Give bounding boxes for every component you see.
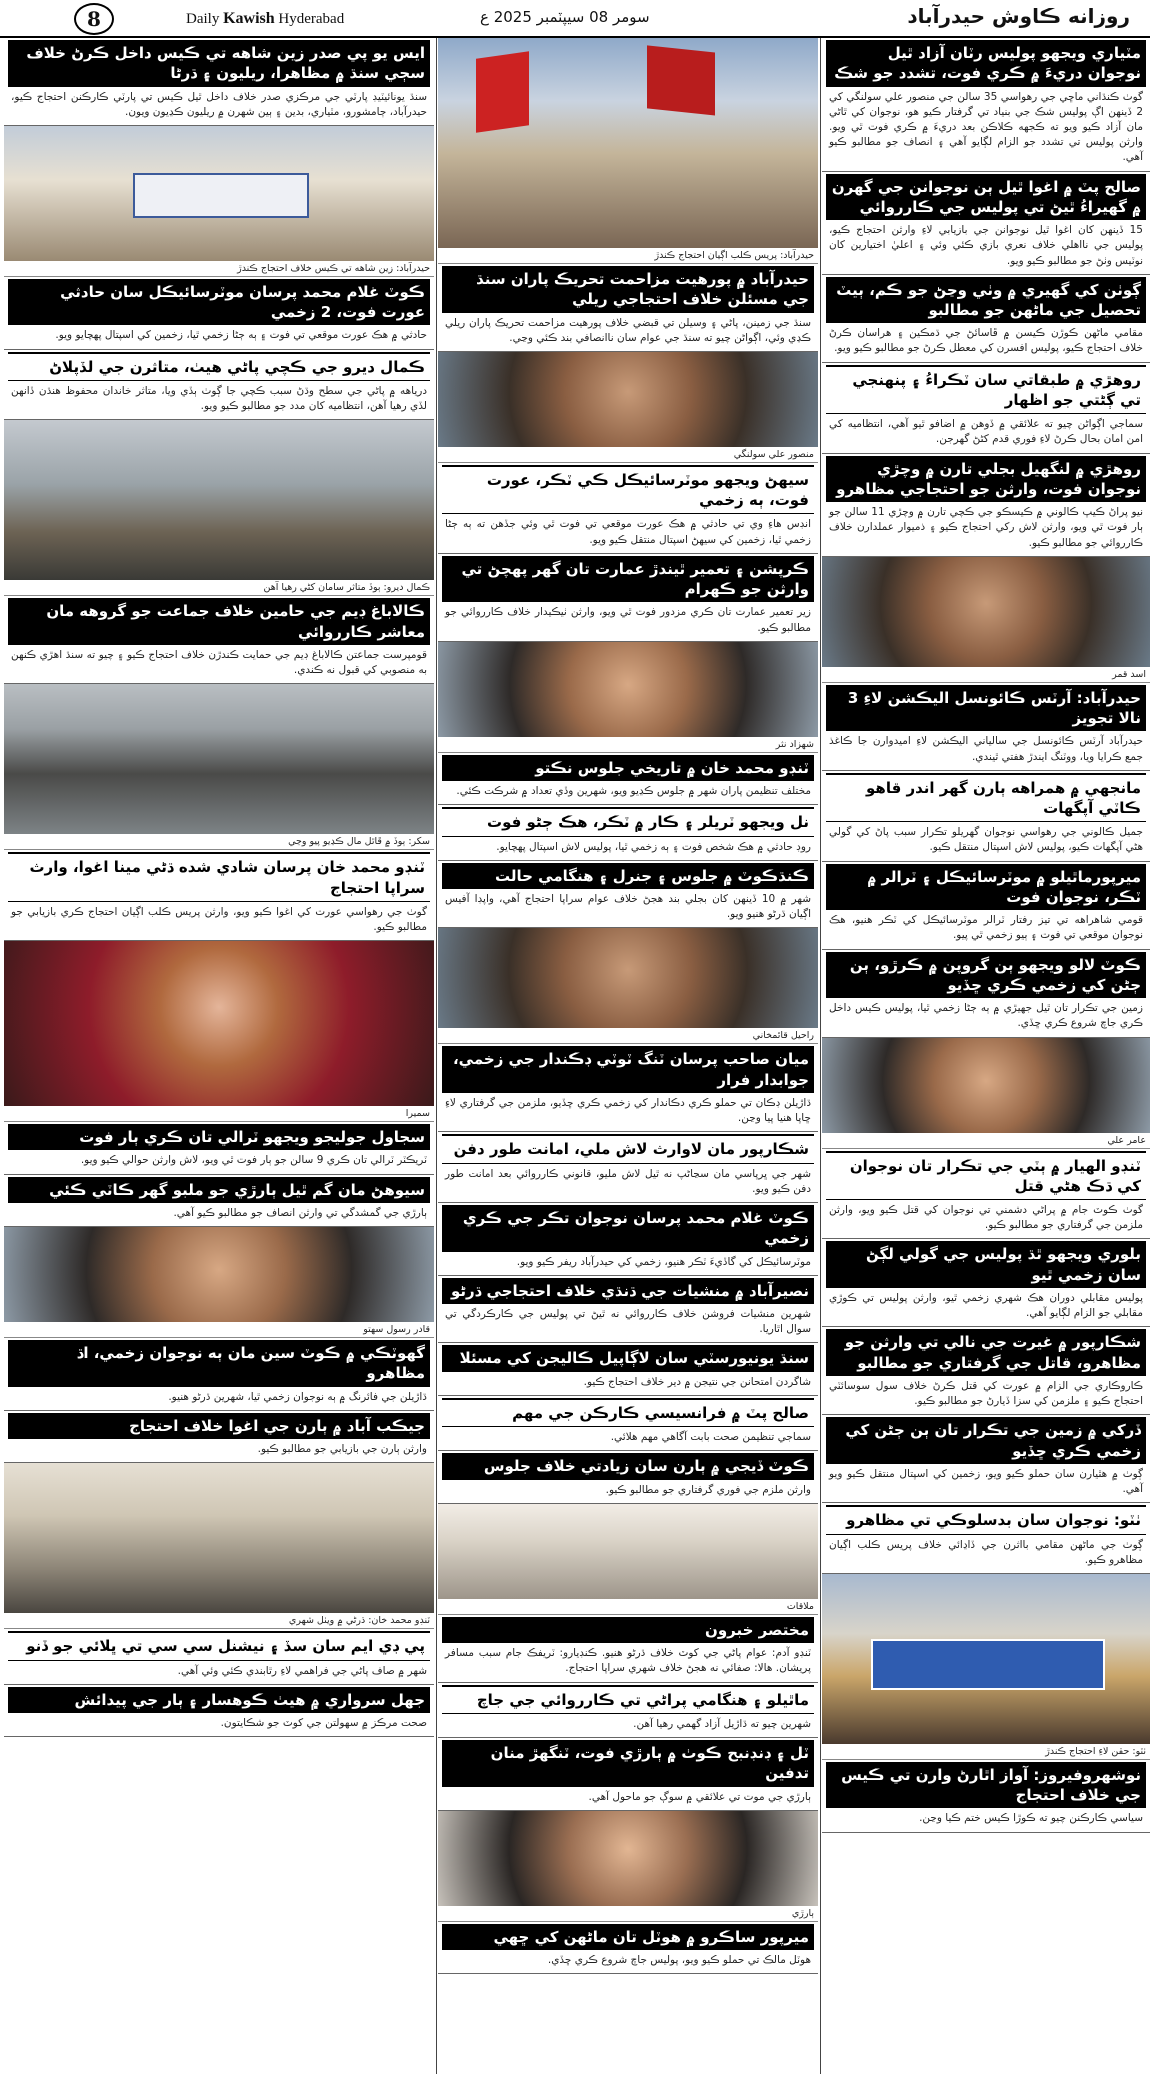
news-story xyxy=(822,1415,1150,1503)
column-right xyxy=(822,38,1150,2074)
news-story xyxy=(4,1685,434,1737)
photo-caption: ٺٽو: حقن لاءِ احتجاج ڪندڙ xyxy=(822,1744,1150,1760)
story-body: قومپرست جماعتن ڪالاباغ ڊيم جي حمايت ڪندڙن خلاف احتجاج ڪيو ۽ چيو ته سنڌ اهڙي ڪنهن به منصوبي کي قبول نه ڪندي. xyxy=(11,648,427,677)
column-middle xyxy=(438,38,818,2074)
news-story xyxy=(438,1203,818,1276)
story-body: قومي شاهراهه تي تيز رفتار ٽرالر موٽرسائيڪل کي ٽڪر هنيو، هڪ نوجوان موقعي تي فوت ۽ ٻيو زخمي ٿي پيو. xyxy=(829,914,1143,942)
news-story xyxy=(822,363,1150,454)
story-body: گوٺ ڪنڌاني ماڇي جي رهواسي 35 سالن جي منصور علي سولنگي کي 2 ڏينهن اڳ پوليس شڪ جي بنياد تي گرفتار ڪيو هو، نوجوان کي ٿاڻي مان آزاد ڪيو ويو ته ڪجهه ڪلاڪن بعد دريءَ ۾ ڪري فوت ٿي ويو. وارثن پوليس تي تشدد جو الزام لڳايو آهي ۽ انصاف جو مطالبو ڪيو آهي. xyxy=(829,90,1143,164)
headline: ڪرپشن ۽ تعمير ٿيندڙ عمارت تان گهر پهچڻ تي وارثن جو ڪهرام xyxy=(442,556,814,603)
story-body: شهرين چيو ته ڌاڙيل آزاد گهمي رهيا آهن. xyxy=(633,1717,811,1730)
story-body: وارثن ٻارن جي بازيابي جو مطالبو ڪيو. xyxy=(257,1443,427,1456)
news-story xyxy=(822,275,1150,363)
news-story xyxy=(822,1503,1150,1574)
story-body: ڪاروڪاري جي الزام ۾ عورت کي قتل ڪرڻ خلاف سول سوسائٽي احتجاج ڪيو ۽ ملزمن کي سزا ڏيارڻ جو مطالبو ڪيو. xyxy=(829,1379,1143,1408)
news-story xyxy=(4,1411,434,1463)
headline: ڪوٽ غلام محمد پرسان موٽرسائيڪل سان حادثي عورت فوت، 2 زخمي xyxy=(8,279,430,326)
headline: ٽنڊو محمد خان پرسان شادي شده ڌڻي مينا اغوا، وارث سراپا احتجاج xyxy=(8,852,430,902)
story-body: ٻارڙي جي گمشدگي تي وارثن انصاف جو مطالبو ڪيو آهي. xyxy=(173,1206,427,1219)
paper-city: Hyderabad xyxy=(278,11,345,27)
story-body: شهر جي ڀرپاسي مان سڃاڻپ نه ٿيل لاش مليو، قانوني ڪارروائي بعد امانت طور دفن ڪيو ويو. xyxy=(445,1167,811,1195)
headline: سنڌ يونيورسٽي سان لاڳاپيل ڪاليجن کي مسئلا xyxy=(442,1345,814,1371)
paper-name-sindhi: روزانه ڪاوش حيدرآباد xyxy=(907,4,1130,28)
news-story xyxy=(438,1132,818,1203)
news-story xyxy=(438,1738,818,1811)
news-story xyxy=(822,950,1150,1038)
headline: روهڙي ۾ طبقاتي سان ٽڪراءُ ۽ پنهنجي تي ڳڻتي جو اظهار xyxy=(826,365,1146,415)
news-story xyxy=(4,350,434,421)
photo-caption: سکر: ٻوڏ ۾ ڦاٿل مال ڪڍيو پيو وڃي xyxy=(4,834,434,850)
story-body: سماجي اڳواڻن چيو ته علائقي ۾ ڏوهن ۾ اضافو ٿيو آهي، انتظاميه کي امن امان بحال ڪرڻ لاءِ فوري قدم کڻڻ گهرجن. xyxy=(829,418,1143,446)
headline: جهل سرواري ۾ هيٺ ڪوهسار ۽ ٻار جي پيدائش xyxy=(8,1687,430,1713)
news-story xyxy=(4,277,434,350)
photo-caption: اسد قمر xyxy=(822,667,1150,683)
headline: ڪنڌڪوٽ ۾ جلوس ۽ جنرل ۽ هنگامي حالت xyxy=(442,863,814,889)
story-body: ٻارڙي جي موت تي علائقي ۾ سوڳ جو ماحول آهي. xyxy=(588,1790,811,1803)
news-story xyxy=(822,172,1150,275)
masthead xyxy=(0,0,1150,38)
column-divider xyxy=(820,38,821,2074)
story-body: زير تعمير عمارت تان ڪري مزدور فوت ٿي ويو، وارثن ٺيڪيدار خلاف ڪارروائي جو مطالبو ڪيو. xyxy=(445,606,811,634)
news-photo xyxy=(438,1504,818,1599)
news-story xyxy=(438,463,818,554)
news-photo xyxy=(822,1574,1150,1744)
news-story xyxy=(438,1276,818,1344)
paper-prefix: Daily xyxy=(186,11,220,27)
news-story xyxy=(822,1760,1150,1833)
headline: ڪمال ديرو جي ڪچي پاڻي هيٺ، متاثرن جي لڏپلاڻ xyxy=(8,352,430,381)
story-body: شاگردن امتحانن جي نتيجن ۾ دير خلاف احتجاج ڪيو. xyxy=(583,1375,811,1388)
news-photo xyxy=(822,1038,1150,1133)
story-body: سنڌ جي زمينن، پاڻي ۽ وسيلن تي قبضي خلاف پورهيت مزاحمت تحريڪ پاران ريلي ڪڍي وئي، اڳواڻن چيو ته سنڌ جي عوام سان ناانصافي بند ڪئي وڃي. xyxy=(445,316,811,344)
photo-caption: ٽنڊو محمد خان: ڌرڻي ۾ ويٺل شهري xyxy=(4,1613,434,1629)
headline: مختصر خبرون xyxy=(442,1617,814,1643)
headline: ٽل ۽ ڊنڊنبح ڪوٺ ۾ ٻارڙي فوت، ٽنگهڙ منان تدفين xyxy=(442,1740,814,1787)
headline: ڪوٽ لالو ويجهو ٻن گروپن ۾ ڪرڙو، ٻن ڄڻن کي زخمي ڪري ڇڏيو xyxy=(826,952,1146,999)
story-body: شهر ۾ صاف پاڻي جي فراهمي لاءِ رٿابندي ڪئي وئي آهي. xyxy=(177,1664,427,1677)
news-photo xyxy=(4,1227,434,1322)
paper-name-english xyxy=(186,10,344,28)
headline: ڪوٽ ڏيجي ۾ ٻارن سان زيادتي خلاف جلوس xyxy=(442,1453,814,1479)
news-story xyxy=(4,1175,434,1227)
news-story xyxy=(822,454,1150,557)
news-story xyxy=(822,862,1150,950)
news-story xyxy=(4,850,434,941)
story-body: وارثن ملزم جي فوري گرفتاري جو مطالبو ڪيو. xyxy=(605,1483,811,1496)
story-body: سياسي ڪارڪنن چيو ته ڪوڙا ڪيس ختم ڪيا وڃن. xyxy=(919,1812,1143,1825)
story-body: گوٺ ڪوٽ جام ۾ پراڻي دشمني تي نوجوان کي قتل ڪيو ويو، وارثن ملزمن جي گرفتاري جو مطالبو ڪيو. xyxy=(829,1204,1143,1232)
story-body: شهرين منشيات فروشن خلاف ڪارروائي نه ٿيڻ تي پوليس جي ڪارڪردگي تي سوال اٿاريا. xyxy=(445,1308,811,1336)
headline: ميرپور ساڪرو ۾ هوٽل تان ماڻهن کي ڇهي xyxy=(442,1924,814,1950)
story-body: انڊس هاءِ وي تي حادثي ۾ هڪ عورت موقعي تي فوت ٿي وئي جڏهن ته ٻه ڄڻا زخمي ٿيا، زخمين کي سيهڻ اسپتال منتقل ڪيو ويو. xyxy=(445,518,811,546)
news-photo xyxy=(4,1463,434,1613)
photo-caption: ملاقات xyxy=(438,1599,818,1615)
news-story xyxy=(822,1239,1150,1327)
news-story xyxy=(4,1122,434,1174)
headline: حيدرآباد ۾ پورهيت مزاحمت تحريڪ پاران سنڌ جي مسئلن خلاف احتجاجي ريلي xyxy=(442,266,814,313)
headline: ڪالاباغ ڊيم جي حامين خلاف جماعت جو گروهه مان معاشر ڪارروائي xyxy=(8,598,430,645)
column-divider xyxy=(436,38,437,2074)
photo-caption: قادر رسول سهتو xyxy=(4,1322,434,1338)
headline: ڪوٽ غلام محمد پرسان نوجوان تڪر جي ڪري زخمي xyxy=(442,1205,814,1252)
headline: صالح پٽ ۾ فرانسيسي ڪارڪن جي مهم xyxy=(442,1398,814,1427)
photo-caption: منصور علي سولنگي xyxy=(438,447,818,463)
story-body: ڌاڙيلن ڊڪان تي حملو ڪري دڪاندار کي زخمي ڪري ڇڏيو، ملزمن جي گرفتاري لاءِ ڇاپا هنيا پيا وڃن. xyxy=(445,1096,811,1125)
headline: ماٿيلو ۽ هنگامي پراڻي تي ڪارروائي جي جاچ xyxy=(442,1685,814,1714)
story-body: ٽنڊو آدم: عوام پاڻي جي کوٽ خلاف ڌرڻو هنيو. ڪنڊيارو: ٽريفڪ جام سبب مسافر پريشان. هالا: صفائي نه هجڻ خلاف شهري سراپا احتجاج. xyxy=(445,1647,811,1675)
issue-date: سومر 08 سيپٽمبر 2025 ع xyxy=(480,8,650,26)
headline: سيهڻ ويجهو موٽرسائيڪل ڪي ٽڪر، عورت فوت، ٻه زخمي xyxy=(442,465,814,515)
story-body: ڳوٺ جي ماڻهن مقامي بااثرن جي ڏاڍائي خلاف پريس ڪلب اڳيان مظاهرو ڪيو. xyxy=(829,1538,1143,1566)
photo-caption: حيدرآباد: زين شاهه تي ڪيس خلاف احتجاج ڪندڙ xyxy=(4,261,434,277)
news-story xyxy=(438,1343,818,1395)
headline: روهڙي ۾ لنگهيل بجلي تارن ۾ وچڙي نوجوان فوت، وارثن جو احتجاجي مظاهرو xyxy=(826,456,1146,503)
paper-title: Kawish xyxy=(223,10,275,27)
photo-caption: سميرا xyxy=(4,1106,434,1122)
story-body: پوليس مقابلي دوران هڪ شهري زخمي ٿيو، وارثن پوليس تي ڪوڙي مقابلي جو الزام لڳايو آهي. xyxy=(829,1291,1143,1320)
news-photo xyxy=(438,1811,818,1906)
headline: ايس يو پي صدر زين شاهه تي ڪيس داخل ڪرڻ خلاف سڄي سنڌ ۾ مظاهرا، ريليون ۽ ڌرڻا xyxy=(8,40,430,87)
headline: حيدرآباد: آرٽس ڪائونسل اليڪشن لاءِ 3 نالا تجويز xyxy=(826,685,1146,732)
column-left xyxy=(4,38,434,2074)
news-story xyxy=(822,38,1150,172)
story-body: ٽريڪٽر ٽرالي تان ڪري 9 سالن جو ٻار فوت ٿي ويو، لاش وارثن حوالي ڪيو ويو. xyxy=(80,1154,427,1167)
headline: بلوري ويجهو ٿڌ پوليس جي گولي لڳڻ سان زخمي ٿيو xyxy=(826,1241,1146,1288)
story-body: مختلف تنظيمن پاران شهر ۾ جلوس ڪڍيو ويو، شهرين وڏي تعداد ۾ شرڪت ڪئي. xyxy=(456,785,811,798)
story-body: درياهه ۾ پاڻي جي سطح وڌڻ سبب ڪچي جا ڳوٺ ٻڏي ويا، متاثر خاندان محفوظ هنڌن ڏانهن لڏي رهيا آهن، انتظاميه کان مدد جو مطالبو ڪيو ويو. xyxy=(11,384,427,413)
photo-caption: ٻارڙي xyxy=(438,1906,818,1922)
headline: سجاول جوليجو ويجهو ٽرالي تان ڪري ٻار فوت xyxy=(8,1124,430,1150)
news-story xyxy=(822,1149,1150,1240)
story-body: روڊ حادثي ۾ هڪ شخص فوت ۽ ٻه زخمي ٿيا، پوليس لاش اسپتال پهچايو. xyxy=(496,840,811,853)
headline: مٽياري ويجهو پوليس رٽان آزاد ٿيل نوجوان دريءَ ۾ ڪري فوت، تشدد جو شڪ xyxy=(826,40,1146,87)
news-photo xyxy=(4,420,434,580)
news-story xyxy=(4,596,434,684)
headline: ميرپورماٿيلو ۾ موٽرسائيڪل ۽ ٽرالر ۾ ٽڪر، نوجوان فوت xyxy=(826,864,1146,911)
story-body: موٽرسائيڪل کي گاڏيءَ ٽڪر هنيو، زخمي کي حيدرآباد ريفر ڪيو ويو. xyxy=(516,1255,811,1268)
story-body: حادثي ۾ هڪ عورت موقعي تي فوت ۽ ٻه ڄڻا زخمي ٿيا، زخمين کي اسپتال پهچايو ويو. xyxy=(55,329,427,342)
news-photo xyxy=(822,557,1150,667)
headline: صالح پٽ ۾ اغوا ٿيل ٻن نوجوانن جي گهرن ۾ گهيراءُ ٿيڻ تي پوليس جي ڪارروائي xyxy=(826,174,1146,221)
headline: نل ويجهو ٽريلر ۽ ڪار ۾ ٽڪر، هڪ ڄڻو فوت xyxy=(442,807,814,836)
story-body: هوٽل مالڪ تي حملو ڪيو ويو، پوليس جاچ شروع ڪري ڇڏي. xyxy=(547,1954,811,1966)
news-story xyxy=(438,805,818,860)
photo-caption: شهزاد نثر xyxy=(438,737,818,753)
news-story xyxy=(822,683,1150,771)
news-story xyxy=(438,1396,818,1451)
news-story xyxy=(438,1044,818,1132)
story-body: سماجي تنظيمن صحت بابت آگاهي مهم هلائي. xyxy=(610,1431,811,1444)
headline: ڏرکي ۾ زمين جي تڪرار تان ٻن ڄڻن کي زخمي ڪري ڇڏيو xyxy=(826,1417,1146,1464)
news-photo xyxy=(438,928,818,1028)
story-body: ڳوٺ ۾ هٿيارن سان حملو ڪيو ويو، زخمين کي اسپتال منتقل ڪيو ويو آهي. xyxy=(829,1467,1143,1496)
story-body: زمين جي تڪرار تان ٿيل جهيڙي ۾ ٻه ڄڻا زخمي ٿيا، پوليس ڪيس داخل ڪري جاچ شروع ڪري ڇڏي. xyxy=(829,1002,1143,1030)
headline: ميان صاحب پرسان ٽنگ ٽوٽي ڊڪندار جي زخمي، جوابدار فرار xyxy=(442,1046,814,1093)
news-story xyxy=(4,38,434,126)
headline: ٽنڊو الهيار ۾ ٻٽي جي تڪرار تان نوجوان کي ڌڪ هڻي قتل xyxy=(826,1151,1146,1201)
news-photo xyxy=(4,684,434,834)
headline: نوشهروفيروز: آواز اٿارڻ وارن تي ڪيس جي خلاف احتجاج xyxy=(826,1762,1146,1809)
news-story xyxy=(438,753,818,805)
headline: شڪارپور مان لاوارث لاش ملي، امانت طور دفن xyxy=(442,1134,814,1163)
page-number: 8 xyxy=(74,3,114,35)
headline: پي ڊي ايم سان سڏ ۽ نيشنل سي سي تي ڀلائي جو ڏنو xyxy=(8,1631,430,1660)
story-body: گوٺ جي رهواسي عورت کي اغوا ڪيو ويو، وارثن پريس ڪلب اڳيان احتجاج ڪري بازيابي جو مطالبو ڪيو. xyxy=(11,905,427,933)
headline: گهوٽڪي ۾ ڪوٽ سين مان ٻه نوجوان زخمي، اڌ مظاهرو xyxy=(8,1340,430,1387)
news-story xyxy=(4,1629,434,1684)
story-body: صحت مرڪز ۾ سهولتن جي کوٽ جو شڪايتون. xyxy=(220,1717,427,1730)
headline: سيوهڻ مان گم ٿيل ٻارڙي جو ملبو گهر ڪاٽي ڪئي xyxy=(8,1177,430,1203)
news-story xyxy=(438,1615,818,1683)
story-body: جميل ڪالوني جي رهواسي نوجوان گهريلو تڪرار سبب پاڻ کي گولي هڻي آپگهات ڪيو، پوليس لاش اسپتال منتقل ڪيو. xyxy=(829,826,1143,854)
news-story xyxy=(438,1683,818,1738)
story-body: سنڌ يونائيٽيڊ پارٽي جي مرڪزي صدر خلاف داخل ٿيل ڪيس تي پارٽي ڪارڪنن احتجاج ڪيو، حيدرآباد، ڄامشورو، مٽياري، بدين ۽ ٻين شهرن ۾ ريليون ڪڍيون ويون. xyxy=(11,90,427,118)
news-story xyxy=(4,1338,434,1411)
news-story xyxy=(822,771,1150,862)
story-body: 15 ڏينهن کان اغوا ٿيل نوجوانن جي بازيابي لاءِ وارثن احتجاج ڪيو، پوليس جي نااهلي خلاف نعري بازي ڪئي وئي ۽ اعليٰ اختيارين کان نوٽيس وٺڻ جو مطالبو ڪيو ويو. xyxy=(829,224,1143,267)
photo-caption: حيدرآباد: پريس ڪلب اڳيان احتجاج ڪندڙ xyxy=(438,248,818,264)
news-story xyxy=(438,1451,818,1503)
news-story xyxy=(822,1327,1150,1415)
news-story xyxy=(438,554,818,642)
story-body: مقامي ماڻهن ڪوڙن ڪيسن ۾ ڦاسائڻ جي ڌمڪين ۽ هراسان ڪرڻ خلاف احتجاج ڪيو، پوليس افسرن کي معطل ڪرڻ جو مطالبو ڪيو ويو. xyxy=(829,327,1143,355)
news-photo xyxy=(4,126,434,261)
news-story xyxy=(438,264,818,352)
headline: ٺٽو: نوجوان سان بدسلوڪي تي مظاهرو xyxy=(826,1505,1146,1534)
news-photo xyxy=(438,38,818,248)
news-photo xyxy=(4,941,434,1106)
story-body: نيو پراڻ ڪيپ ڪالوني ۾ ڪيسڪو جي ڪچي تارن ۾ وچڙي 11 سالن جو ٻار فوت ٿي ويو، وارثن لاش رکي احتجاج ڪيو ۽ ذميوار عملدارن خلاف ڪارروائي جو مطالبو ڪيو. xyxy=(829,506,1144,549)
photo-caption: ڪمال ديرو: ٻوڏ متاثر سامان کڻي رهيا آهن xyxy=(4,580,434,596)
story-body: ڌاڙيلن جي فائرنگ ۾ ٻه نوجوان زخمي ٿيا، شهرين ڌرڻو هنيو. xyxy=(168,1390,427,1403)
news-story xyxy=(438,1922,818,1974)
headline: ڳوٺن کي گهيري ۾ وٺي وڃڻ جو ڪم، ٻيٽ تحصيل جي ماڻهن جو مطالبو xyxy=(826,277,1146,324)
headline: ٽنڊو محمد خان ۾ تاريخي جلوس نڪتو xyxy=(442,755,814,781)
photo-caption: عامر علي xyxy=(822,1133,1150,1149)
headline: جيڪب آباد ۾ ٻارن جي اغوا خلاف احتجاج xyxy=(8,1413,430,1439)
story-body: شهر ۾ 10 ڏينهن کان بجلي بند هجڻ خلاف عوام سراپا احتجاج آهي، واپڊا آفيس اڳيان ڌرڻو هنيو ويو. xyxy=(445,893,811,921)
photo-caption: راحيل قائمخاني xyxy=(438,1028,818,1044)
news-story xyxy=(438,861,818,929)
news-photo xyxy=(438,352,818,447)
headline: شڪارپور ۾ غيرت جي نالي تي وارثن جو مظاهرو، قاتل جي گرفتاري جو مطالبو xyxy=(826,1329,1146,1376)
news-photo xyxy=(438,642,818,737)
headline: نصيرآباد ۾ منشيات جي ڌنڌي خلاف احتجاجي ڌرڻو xyxy=(442,1278,814,1304)
headline: مانجهي ۾ همراهه ٻارن گهر اندر قاهو ڪاٽي آپگهات xyxy=(826,773,1146,823)
story-body: حيدرآباد آرٽس ڪائونسل جي سالياني اليڪشن لاءِ اميدوارن جا ڪاغذ جمع ڪرايا ويا، ووٽنگ ايندڙ هفتي ٿيندي. xyxy=(829,735,1143,763)
